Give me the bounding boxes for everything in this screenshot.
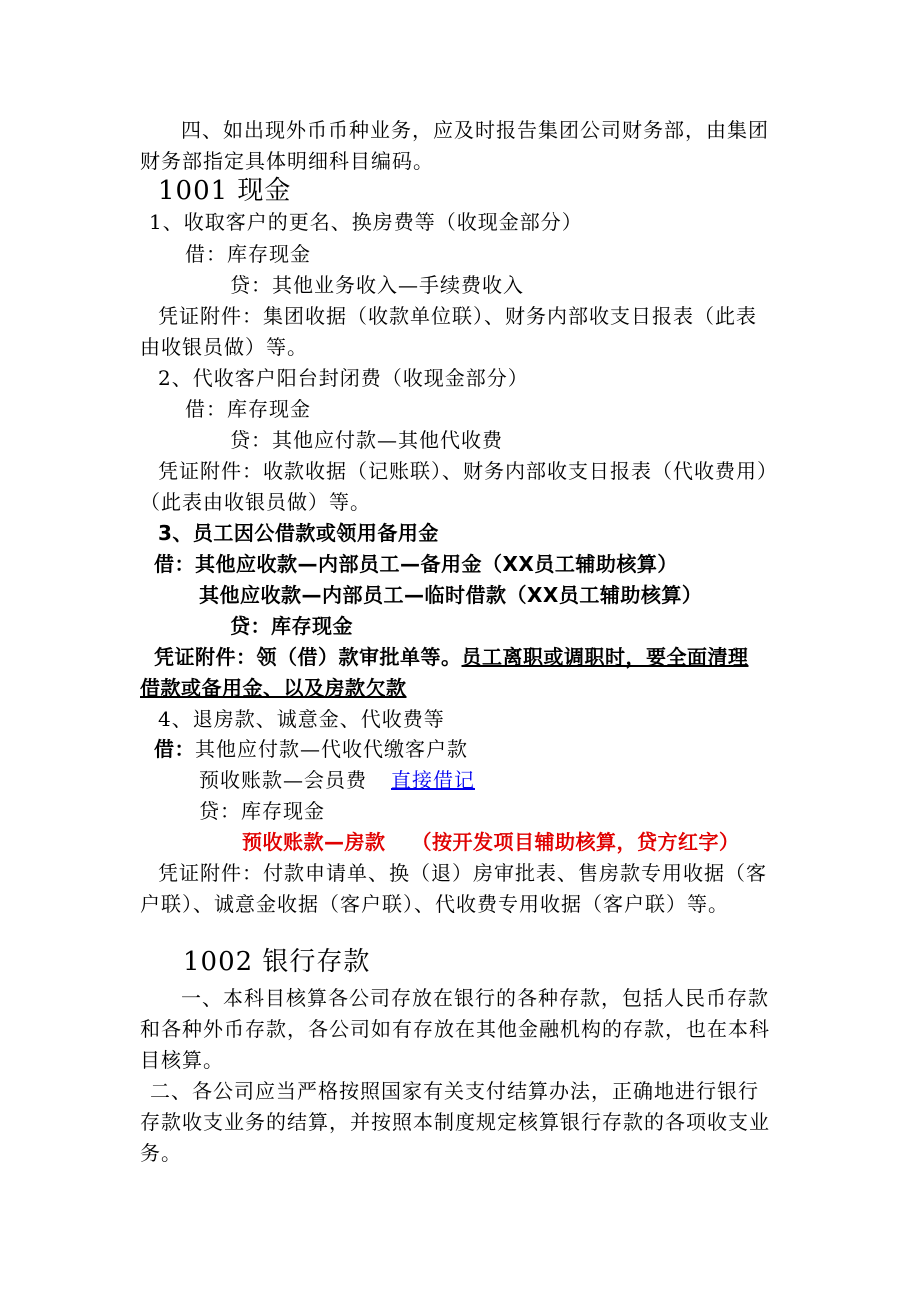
voucher-attachment: 凭证附件：付款申请单、换（退）房审批表、售房款专用收据（客 <box>158 861 767 885</box>
underlined-note: 员工离职或调职时，要全面清理 <box>461 645 749 669</box>
item-heading: 1、收取客户的更名、换房费等（收现金部分） <box>149 210 583 234</box>
debit-account: 其他应付款—代收代缴客户款 <box>195 737 468 761</box>
paragraph-line: 存款收支业务的结算，并按照本制度规定核算银行存款的各项收支业 <box>140 1110 770 1134</box>
direct-debit-link[interactable]: 直接借记 <box>391 768 475 792</box>
section-heading-1001: 1001 现金 <box>158 176 292 206</box>
credit-account: 预收账款—房款 <box>242 830 386 854</box>
credit-entry: 贷：库存现金 <box>199 799 325 823</box>
paragraph-line: 户联）、诚意金收据（客户联）、代收费专用收据（客户联）等。 <box>140 892 729 916</box>
voucher-attachment-text: 凭证附件：领（借）款审批单等。 <box>154 645 462 669</box>
debit-entry: 借：库存现金 <box>185 397 311 421</box>
debit-entry: 借：库存现金 <box>185 242 311 266</box>
debit-account: 预收账款—会员费 <box>199 768 367 792</box>
voucher-attachment: 凭证附件：收款收据（记账联）、财务内部收支日报表（代收费用） <box>158 459 778 483</box>
paragraph-line: 财务部指定具体明细科目编码。 <box>140 149 434 173</box>
credit-entry: 贷：其他应付款—其他代收费 <box>230 428 503 452</box>
paragraph-line: 四、如出现外币币种业务，应及时报告集团公司财务部，由集团 <box>181 118 769 142</box>
voucher-attachment: 凭证附件：集团收据（收款单位联）、财务内部收支日报表（此表 <box>158 304 757 328</box>
section-heading-1002: 1002 银行存款 <box>183 947 371 977</box>
debit-entry: 借：其他应收款—内部员工—备用金（XX员工辅助核算） <box>154 552 678 576</box>
debit-entry <box>154 736 468 762</box>
paragraph-line: 目核算。 <box>140 1048 224 1072</box>
voucher-attachment <box>154 644 749 670</box>
paragraph-line: 二、各公司应当严格按照国家有关支付结算办法，正确地进行银行 <box>150 1079 759 1103</box>
paragraph-line: 一、本科目核算各公司存放在银行的各种存款，包括人民币存款 <box>181 986 769 1010</box>
credit-entry: 贷：库存现金 <box>230 614 353 638</box>
credit-entry: 贷：其他业务收入—手续费收入 <box>230 273 524 297</box>
credit-note: （按开发项目辅助核算，贷方红字） <box>411 830 740 854</box>
paragraph-line: （此表由收银员做）等。 <box>140 490 371 514</box>
debit-label: 借： <box>154 737 195 761</box>
credit-entry-red <box>242 829 740 855</box>
debit-entry: 其他应收款—内部员工—临时借款（XX员工辅助核算） <box>199 583 703 607</box>
item-heading: 3、员工因公借款或领用备用金 <box>158 521 439 545</box>
debit-entry <box>199 767 475 793</box>
item-heading: 4、退房款、诚意金、代收费等 <box>158 707 445 731</box>
item-heading: 2、代收客户阳台封闭费（收现金部分） <box>158 366 529 390</box>
paragraph-line: 和各种外币存款，各公司如有存放在其他金融机构的存款，也在本科 <box>140 1017 770 1041</box>
paragraph-line: 由收银员做）等。 <box>140 335 308 359</box>
paragraph-line: 务。 <box>140 1141 182 1165</box>
underlined-note: 借款或备用金、以及房款欠款 <box>140 676 407 700</box>
